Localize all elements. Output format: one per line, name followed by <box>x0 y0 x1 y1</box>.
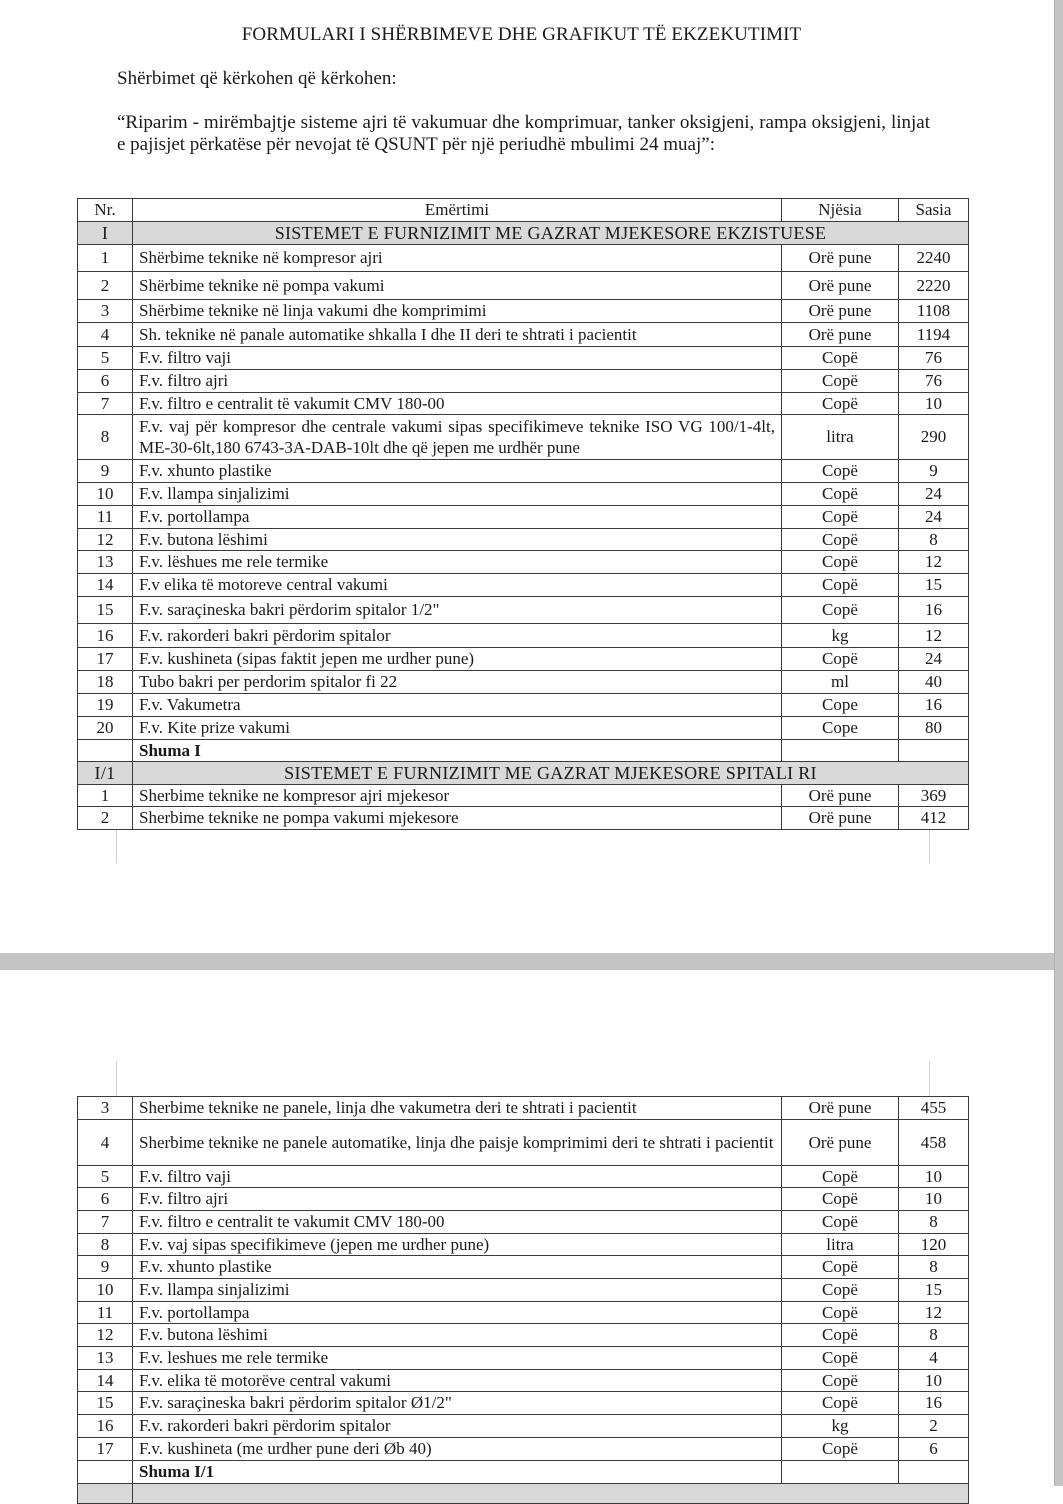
row-nr: 16 <box>78 1415 133 1438</box>
sum-qty <box>899 1461 969 1484</box>
page-separator <box>0 953 1054 970</box>
row-nr: 1 <box>78 785 133 807</box>
table-row <box>78 1097 969 1120</box>
row-nr: 15 <box>78 1392 133 1415</box>
table-row <box>78 1279 969 1302</box>
row-unit: Copë <box>782 347 899 370</box>
row-unit: Copë <box>782 506 899 529</box>
row-unit: Copë <box>782 1370 899 1392</box>
row-nr: 18 <box>78 671 133 694</box>
sum-nr <box>78 740 133 762</box>
row-qty: 2 <box>899 1415 969 1438</box>
row-unit: Copë <box>782 648 899 671</box>
row-desc: F.v elika të motoreve central vakumi <box>133 574 782 597</box>
row-nr: 9 <box>78 460 133 483</box>
margin-guide-left <box>116 1061 117 1096</box>
row-desc: F.v. rakorderi bakri përdorim spitalor <box>133 1415 782 1438</box>
row-desc: F.v. portollampa <box>133 506 782 529</box>
margin-guide-right <box>929 829 930 863</box>
row-unit: Copë <box>782 393 899 415</box>
row-desc: F.v. Vakumetra <box>133 694 782 717</box>
row-qty: 12 <box>899 551 969 574</box>
margin-guide-left <box>116 829 117 863</box>
table-row <box>78 597 969 624</box>
row-nr: 11 <box>78 1302 133 1324</box>
row-desc: F.v. saraçineska bakri përdorim spitalor 1/2" <box>133 597 782 624</box>
row-nr: 9 <box>78 1256 133 1279</box>
row-desc: F.v. filtro vaji <box>133 347 782 370</box>
row-qty: 16 <box>899 694 969 717</box>
row-unit: Copë <box>782 483 899 506</box>
next-section-row-partial <box>78 1484 969 1504</box>
table-row <box>78 1166 969 1188</box>
row-desc: F.v. butona lëshimi <box>133 1324 782 1347</box>
section-nr: I/1 <box>78 762 133 785</box>
table-row <box>78 717 969 740</box>
row-desc: Shërbime teknike në linja vakumi dhe komprimimi <box>133 300 782 323</box>
row-qty: 9 <box>899 460 969 483</box>
row-unit: Orë pune <box>782 1120 899 1166</box>
sum-unit <box>782 740 899 762</box>
row-qty: 2220 <box>899 272 969 300</box>
row-qty: 12 <box>899 1302 969 1324</box>
section-nr: I <box>78 222 133 245</box>
row-qty: 16 <box>899 597 969 624</box>
row-desc: F.v. filtro e centralit të vakumit CMV 180-00 <box>133 393 782 415</box>
table-row <box>78 671 969 694</box>
table-row <box>78 551 969 574</box>
row-qty: 6 <box>899 1438 969 1461</box>
table-row <box>78 1347 969 1370</box>
table-row <box>78 460 969 483</box>
table-row <box>78 1234 969 1256</box>
row-unit: Copë <box>782 460 899 483</box>
row-nr: 2 <box>78 807 133 830</box>
row-nr: 4 <box>78 323 133 347</box>
cell <box>78 1484 133 1504</box>
table-row <box>78 1120 969 1166</box>
sum-nr <box>78 1461 133 1484</box>
row-qty: 1194 <box>899 323 969 347</box>
row-qty: 1108 <box>899 300 969 323</box>
row-desc: F.v. llampa sinjalizimi <box>133 1279 782 1302</box>
row-unit: Cope <box>782 694 899 717</box>
row-unit: Orë pune <box>782 323 899 347</box>
row-unit: Copë <box>782 1279 899 1302</box>
row-qty: 16 <box>899 1392 969 1415</box>
row-unit: Cope <box>782 717 899 740</box>
sum-row <box>78 1461 969 1484</box>
table-row <box>78 807 969 830</box>
row-desc: F.v. xhunto plastike <box>133 1256 782 1279</box>
row-nr: 3 <box>78 300 133 323</box>
row-desc: Shërbime teknike në pompa vakumi <box>133 272 782 300</box>
row-unit: Copë <box>782 1256 899 1279</box>
row-desc: F.v. filtro ajri <box>133 1188 782 1211</box>
row-nr: 20 <box>78 717 133 740</box>
row-qty: 12 <box>899 624 969 648</box>
row-desc: Sherbime teknike ne pompa vakumi mjekesore <box>133 807 782 830</box>
row-desc: F.v. vaj për kompresor dhe centrale vakumi sipas specifikimeve teknike ISO VG 100/1-4lt, ME-30-6lt,180 6743-3A-DAB-10lt dhe që jepen me urdhër pune <box>133 415 782 460</box>
row-desc: F.v. vaj sipas specifikimeve (jepen me urdher pune) <box>133 1234 782 1256</box>
row-unit: Copë <box>782 597 899 624</box>
row-unit: Copë <box>782 529 899 551</box>
row-unit: ml <box>782 671 899 694</box>
row-qty: 8 <box>899 529 969 551</box>
table-row <box>78 1438 969 1461</box>
margin-guide-right <box>929 1061 930 1096</box>
table-row <box>78 323 969 347</box>
row-desc: F.v. elika të motorëve central vakumi <box>133 1370 782 1392</box>
row-qty: 10 <box>899 1370 969 1392</box>
row-unit: Orë pune <box>782 300 899 323</box>
row-desc: F.v. leshues me rele termike <box>133 1347 782 1370</box>
row-unit: Copë <box>782 1302 899 1324</box>
row-desc: Tubo bakri per perdorim spitalor fi 22 <box>133 671 782 694</box>
table-header-row <box>78 199 969 222</box>
table-row <box>78 624 969 648</box>
row-qty: 290 <box>899 415 969 460</box>
row-nr: 4 <box>78 1120 133 1166</box>
row-unit: litra <box>782 415 899 460</box>
row-nr: 16 <box>78 624 133 648</box>
row-desc: Sherbime teknike ne panele, linja dhe vakumetra deri te shtrati i pacientit <box>133 1097 782 1120</box>
services-table-page-2 <box>77 1096 969 1504</box>
row-unit: Orë pune <box>782 272 899 300</box>
row-desc: Sh. teknike në panale automatike shkalla I dhe II deri te shtrati i pacientit <box>133 323 782 347</box>
row-desc: Sherbime teknike ne kompresor ajri mjekesor <box>133 785 782 807</box>
row-nr: 5 <box>78 347 133 370</box>
row-qty: 24 <box>899 483 969 506</box>
row-nr: 7 <box>78 393 133 415</box>
row-qty: 15 <box>899 1279 969 1302</box>
table-row <box>78 785 969 807</box>
row-nr: 2 <box>78 272 133 300</box>
row-qty: 4 <box>899 1347 969 1370</box>
row-unit: litra <box>782 1234 899 1256</box>
table-row <box>78 1188 969 1211</box>
row-nr: 14 <box>78 1370 133 1392</box>
row-unit: Orë pune <box>782 785 899 807</box>
row-nr: 3 <box>78 1097 133 1120</box>
table-row <box>78 347 969 370</box>
row-qty: 15 <box>899 574 969 597</box>
row-nr: 13 <box>78 551 133 574</box>
section-title: SISTEMET E FURNIZIMIT ME GAZRAT MJEKESORE SPITALI RI <box>133 762 969 785</box>
row-nr: 10 <box>78 483 133 506</box>
row-nr: 17 <box>78 1438 133 1461</box>
header-unit: Njësia <box>782 199 899 222</box>
row-qty: 8 <box>899 1211 969 1234</box>
row-nr: 6 <box>78 1188 133 1211</box>
sum-qty <box>899 740 969 762</box>
row-nr: 14 <box>78 574 133 597</box>
row-nr: 10 <box>78 1279 133 1302</box>
table-row <box>78 1415 969 1438</box>
row-unit: Copë <box>782 574 899 597</box>
table-row <box>78 1256 969 1279</box>
row-desc: F.v. portollampa <box>133 1302 782 1324</box>
row-nr: 6 <box>78 370 133 393</box>
table-row <box>78 483 969 506</box>
row-unit: Orë pune <box>782 245 899 272</box>
row-desc: F.v. kushineta (sipas faktit jepen me urdher pune) <box>133 648 782 671</box>
row-qty: 412 <box>899 807 969 830</box>
row-unit: Copë <box>782 1188 899 1211</box>
table-row <box>78 1370 969 1392</box>
table-row <box>78 694 969 717</box>
row-desc: Sherbime teknike ne panele automatike, linja dhe paisje komprimimi deri te shtrati i pacientit <box>133 1120 782 1166</box>
row-nr: 15 <box>78 597 133 624</box>
row-unit: Orë pune <box>782 807 899 830</box>
row-unit: kg <box>782 624 899 648</box>
table-row <box>78 1302 969 1324</box>
cell <box>133 1484 969 1504</box>
viewer-scrollbar-strip[interactable] <box>1054 0 1063 1486</box>
header-desc: Emërtimi <box>133 199 782 222</box>
sum-label: Shuma I <box>133 740 782 762</box>
row-qty: 2240 <box>899 245 969 272</box>
row-desc: F.v. xhunto plastike <box>133 460 782 483</box>
row-qty: 10 <box>899 1166 969 1188</box>
row-qty: 24 <box>899 506 969 529</box>
row-desc: Shërbime teknike në kompresor ajri <box>133 245 782 272</box>
row-desc: F.v. Kite prize vakumi <box>133 717 782 740</box>
table-row <box>78 245 969 272</box>
table-row <box>78 529 969 551</box>
row-desc: F.v. kushineta (me urdher pune deri Øb 40) <box>133 1438 782 1461</box>
row-unit: Copë <box>782 1392 899 1415</box>
table-row <box>78 1211 969 1234</box>
row-unit: Copë <box>782 1211 899 1234</box>
table-row <box>78 272 969 300</box>
row-qty: 24 <box>899 648 969 671</box>
table-row <box>78 1392 969 1415</box>
row-nr: 1 <box>78 245 133 272</box>
row-nr: 11 <box>78 506 133 529</box>
row-desc: F.v. butona lëshimi <box>133 529 782 551</box>
row-desc: F.v. saraçineska bakri përdorim spitalor Ø1/2" <box>133 1392 782 1415</box>
table-row <box>78 393 969 415</box>
table-row <box>78 370 969 393</box>
row-qty: 80 <box>899 717 969 740</box>
row-nr: 17 <box>78 648 133 671</box>
section-header-row <box>78 222 969 245</box>
row-unit: Copë <box>782 1347 899 1370</box>
table-row <box>78 300 969 323</box>
row-desc: F.v. rakorderi bakri përdorim spitalor <box>133 624 782 648</box>
row-nr: 12 <box>78 529 133 551</box>
table-row <box>78 415 969 460</box>
document-intro: “Riparim - mirëmbajtje sisteme ajri të vakumuar dhe komprimuar, tanker oksigjeni, rampa oksigjeni, linjat e pajisjet përkatëse për nevojat të QSUNT për një periudhë mbulimi 24 muaj”: <box>117 112 930 155</box>
header-qty: Sasia <box>899 199 969 222</box>
row-qty: 10 <box>899 393 969 415</box>
document-title: FORMULARI I SHËRBIMEVE DHE GRAFIKUT TË EKZEKUTIMIT <box>241 24 802 45</box>
section-title: SISTEMET E FURNIZIMIT ME GAZRAT MJEKESORE EKZISTUESE <box>133 222 969 245</box>
sum-unit <box>782 1461 899 1484</box>
row-desc: F.v. filtro e centralit te vakumit CMV 180-00 <box>133 1211 782 1234</box>
row-nr: 12 <box>78 1324 133 1347</box>
row-nr: 8 <box>78 1234 133 1256</box>
header-nr: Nr. <box>78 199 133 222</box>
row-qty: 455 <box>899 1097 969 1120</box>
row-desc: F.v. llampa sinjalizimi <box>133 483 782 506</box>
row-qty: 76 <box>899 347 969 370</box>
table-row <box>78 506 969 529</box>
row-qty: 40 <box>899 671 969 694</box>
services-table-page-1 <box>77 198 969 830</box>
row-unit: Copë <box>782 1438 899 1461</box>
table-row <box>78 574 969 597</box>
row-unit: Copë <box>782 1324 899 1347</box>
row-unit: kg <box>782 1415 899 1438</box>
row-qty: 8 <box>899 1256 969 1279</box>
row-qty: 120 <box>899 1234 969 1256</box>
row-qty: 76 <box>899 370 969 393</box>
row-unit: Orë pune <box>782 1097 899 1120</box>
section-header-row <box>78 762 969 785</box>
row-nr: 19 <box>78 694 133 717</box>
row-nr: 7 <box>78 1211 133 1234</box>
row-unit: Copë <box>782 551 899 574</box>
row-nr: 5 <box>78 1166 133 1188</box>
document-subtitle: Shërbimet që kërkohen që kërkohen: <box>117 68 397 89</box>
sum-row <box>78 740 969 762</box>
row-desc: F.v. filtro vaji <box>133 1166 782 1188</box>
row-unit: Copë <box>782 370 899 393</box>
row-qty: 369 <box>899 785 969 807</box>
row-nr: 13 <box>78 1347 133 1370</box>
row-desc: F.v. lëshues me rele termike <box>133 551 782 574</box>
table-row <box>78 648 969 671</box>
row-desc: F.v. filtro ajri <box>133 370 782 393</box>
table-row <box>78 1324 969 1347</box>
row-unit: Copë <box>782 1166 899 1188</box>
sum-label: Shuma I/1 <box>133 1461 782 1484</box>
row-nr: 8 <box>78 415 133 460</box>
row-qty: 8 <box>899 1324 969 1347</box>
row-qty: 10 <box>899 1188 969 1211</box>
row-qty: 458 <box>899 1120 969 1166</box>
